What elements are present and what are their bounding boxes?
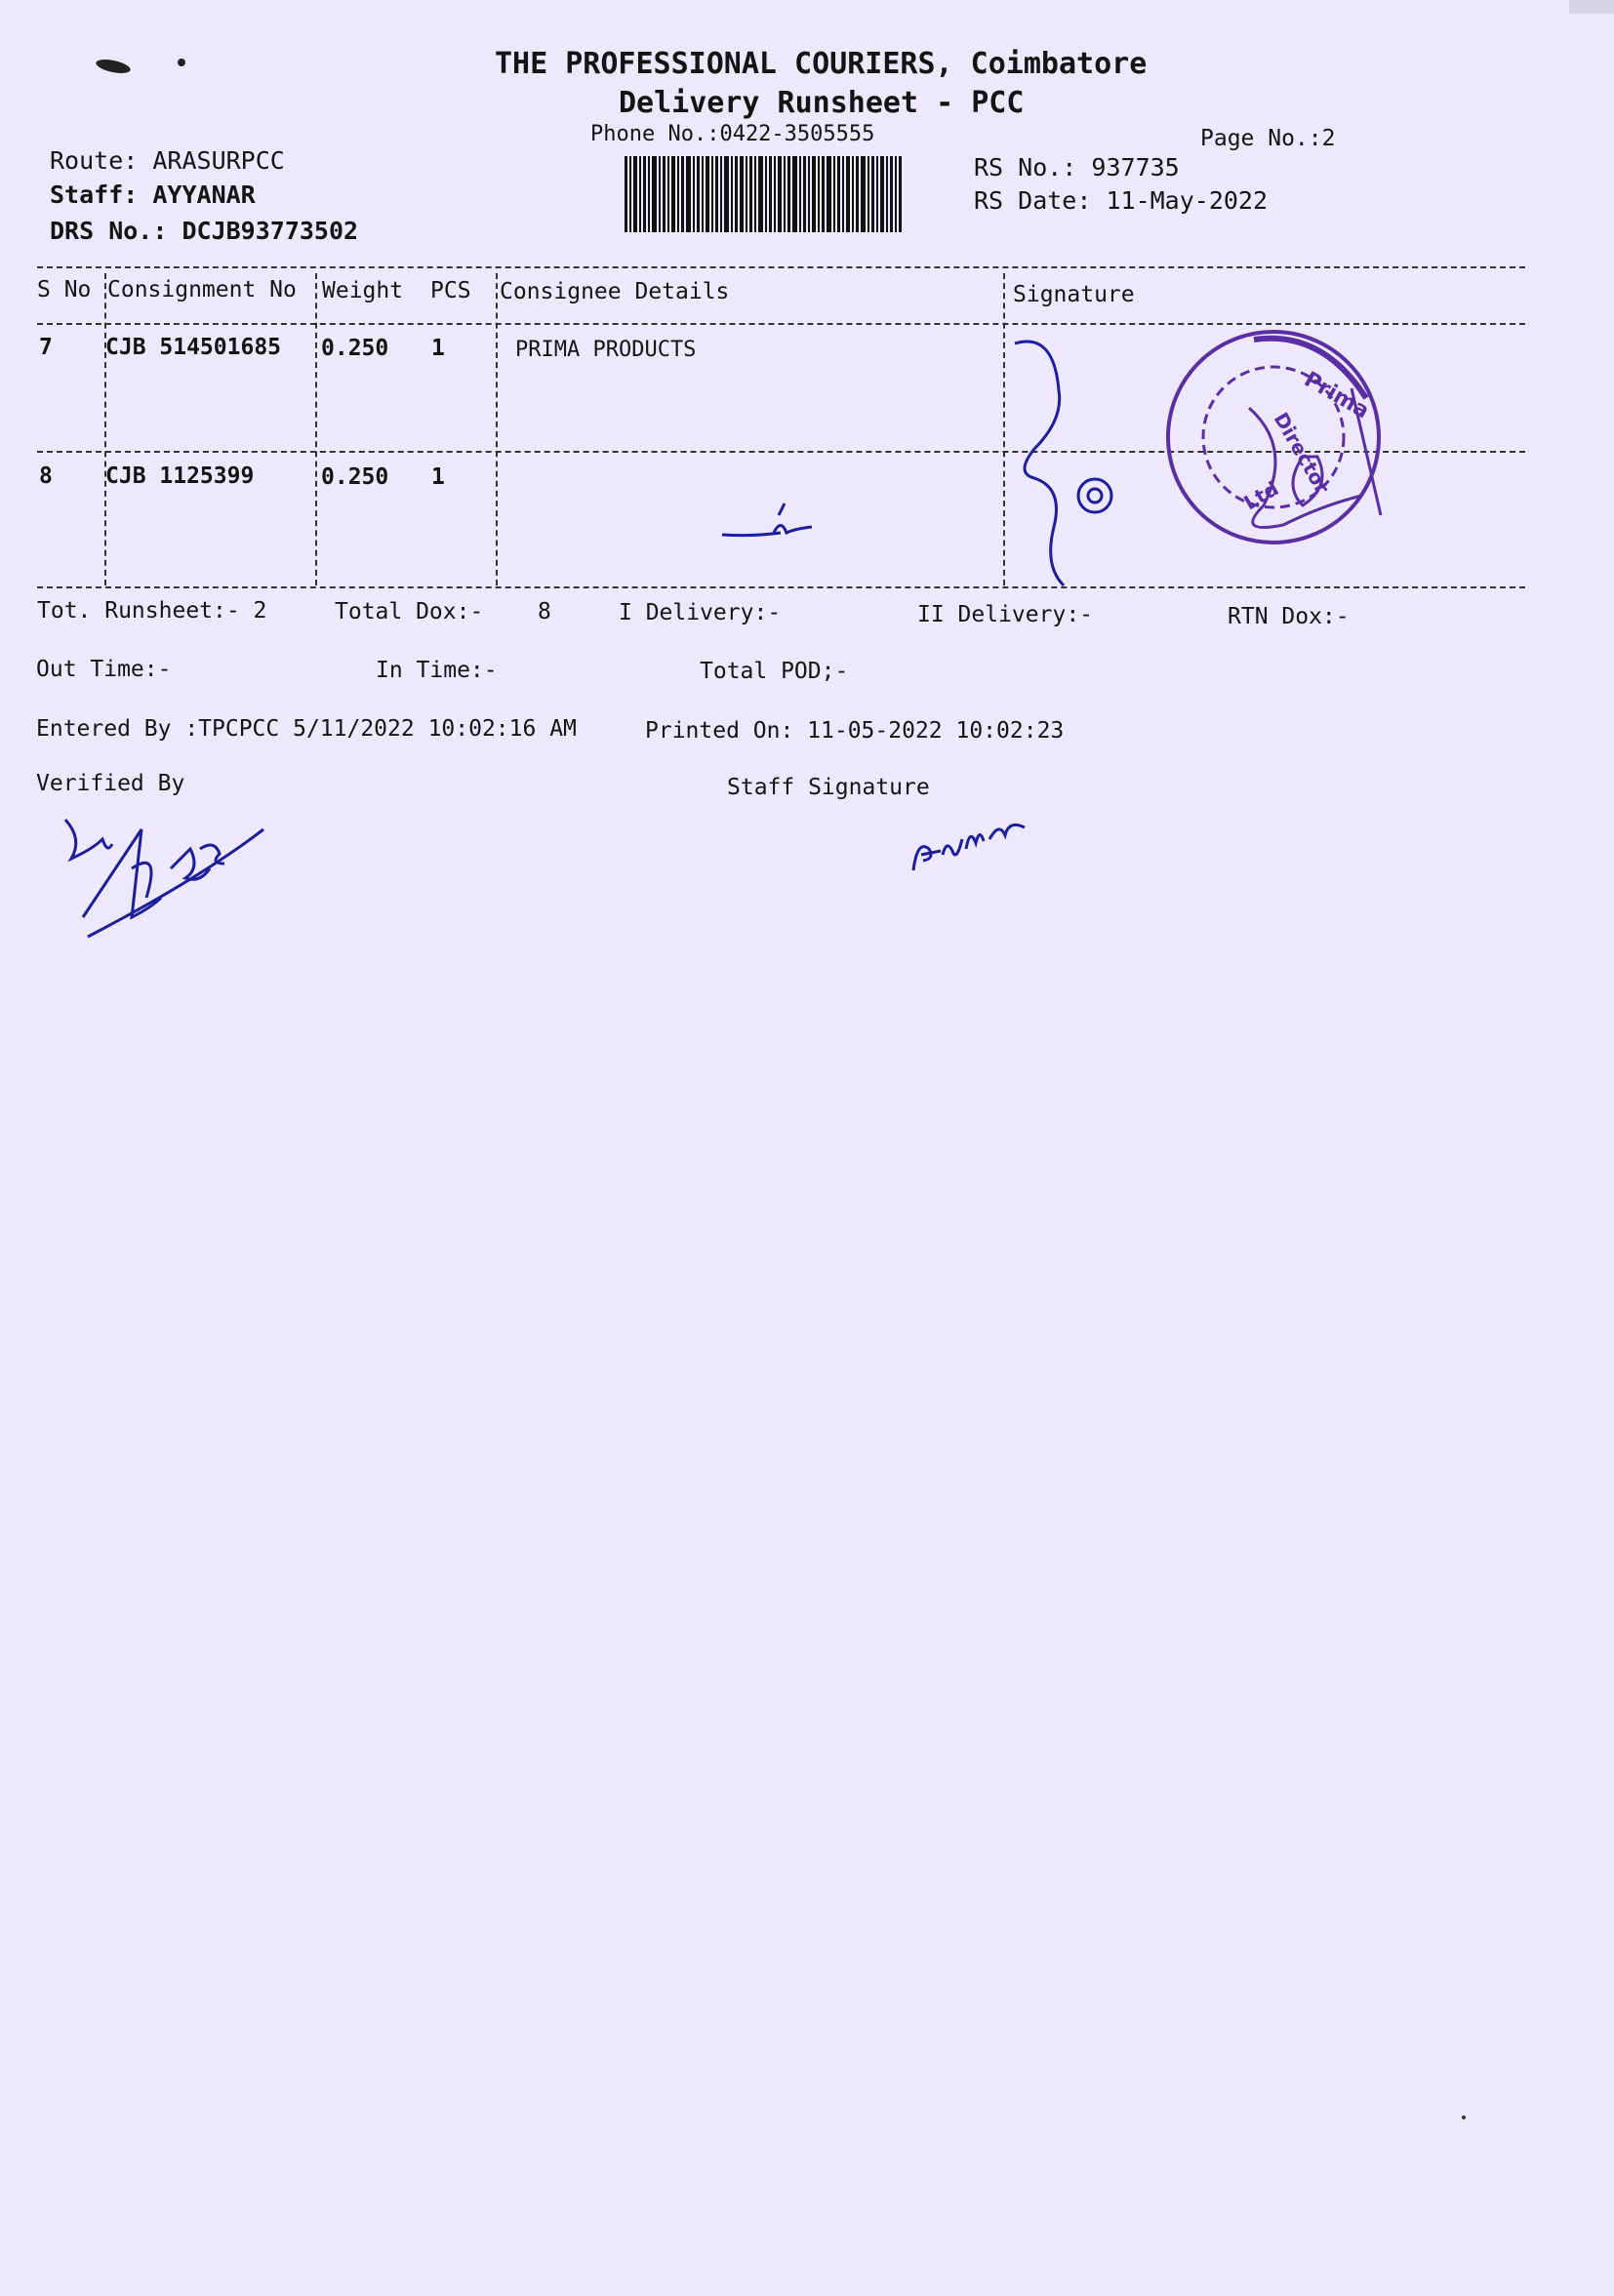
column-divider <box>104 273 106 585</box>
second-delivery: II Delivery:- <box>917 602 1094 627</box>
verified-by-label: Verified By <box>36 771 185 796</box>
runsheet-subtitle: Delivery Runsheet - PCC <box>619 86 1025 120</box>
table-row-consignment: CJB 514501685 <box>105 335 282 360</box>
col-header-weight: Weight <box>322 278 404 303</box>
table-row-pcs: 1 <box>431 336 445 361</box>
table-row-pcs: 1 <box>431 464 445 490</box>
svg-text:Ltd: Ltd <box>1239 476 1283 515</box>
total-dox-label: Total Dox:- <box>335 599 484 624</box>
delivery-signature-bracket <box>1005 332 1122 595</box>
col-header-consignment: Consignment No <box>107 277 297 302</box>
out-time: Out Time:- <box>36 657 172 682</box>
rs-number: RS No.: 937735 <box>974 153 1180 181</box>
table-row-consignment: CJB 1125399 <box>105 463 255 489</box>
route-label: Route: ARASURPCC <box>50 146 285 175</box>
barcode <box>625 156 902 232</box>
table-row-weight: 0.250 <box>321 336 389 361</box>
table-row-weight: 0.250 <box>321 464 389 490</box>
table-row-sno: 8 <box>39 463 53 489</box>
col-header-signature: Signature <box>1013 282 1135 307</box>
table-row-consignee: PRIMA PRODUCTS <box>515 338 697 362</box>
speck <box>1569 0 1614 14</box>
smudge-mark <box>178 59 185 66</box>
first-delivery: I Delivery:- <box>619 600 782 625</box>
company-stamp <box>1156 310 1391 564</box>
rtn-dox: RTN Dox:- <box>1228 604 1350 629</box>
tot-runsheet: Tot. Runsheet:- 2 <box>37 598 267 624</box>
column-divider <box>496 273 498 585</box>
table-bottom-rule <box>37 586 1525 588</box>
table-row-sno: 7 <box>39 335 53 360</box>
table-top-rule <box>37 266 1525 268</box>
total-pod: Total POD;- <box>700 659 849 684</box>
total-dox-value: 8 <box>538 599 551 624</box>
barcode-bars <box>625 156 902 232</box>
staff-signature <box>908 800 1034 878</box>
staff-signature-label: Staff Signature <box>727 775 930 800</box>
column-divider <box>315 273 317 585</box>
company-title: THE PROFESSIONAL COURIERS, Coimbatore <box>495 47 1148 81</box>
col-header-pcs: PCS <box>430 278 471 303</box>
entered-by: Entered By :TPCPCC 5/11/2022 10:02:16 AM <box>36 716 577 742</box>
smudge-mark <box>95 57 132 75</box>
verifier-signature <box>54 810 278 942</box>
phone-number: Phone No.:0422-3505555 <box>590 122 875 146</box>
svg-text:Prima: Prima <box>1300 367 1374 424</box>
staff-label: Staff: AYYANAR <box>50 181 256 209</box>
col-header-consignee: Consignee Details <box>500 279 730 304</box>
drs-number: DRS No.: DCJB93773502 <box>50 217 359 245</box>
page-number: Page No.:2 <box>1200 126 1336 151</box>
speck <box>1462 2115 1466 2119</box>
col-header-sno: S No <box>37 277 92 302</box>
in-time: In Time:- <box>376 658 498 683</box>
rs-date: RS Date: 11-May-2022 <box>974 186 1269 215</box>
svg-text:Director: Director <box>1269 408 1335 499</box>
consignee-scribble <box>712 498 820 546</box>
printed-on: Printed On: 11-05-2022 10:02:23 <box>645 718 1065 744</box>
